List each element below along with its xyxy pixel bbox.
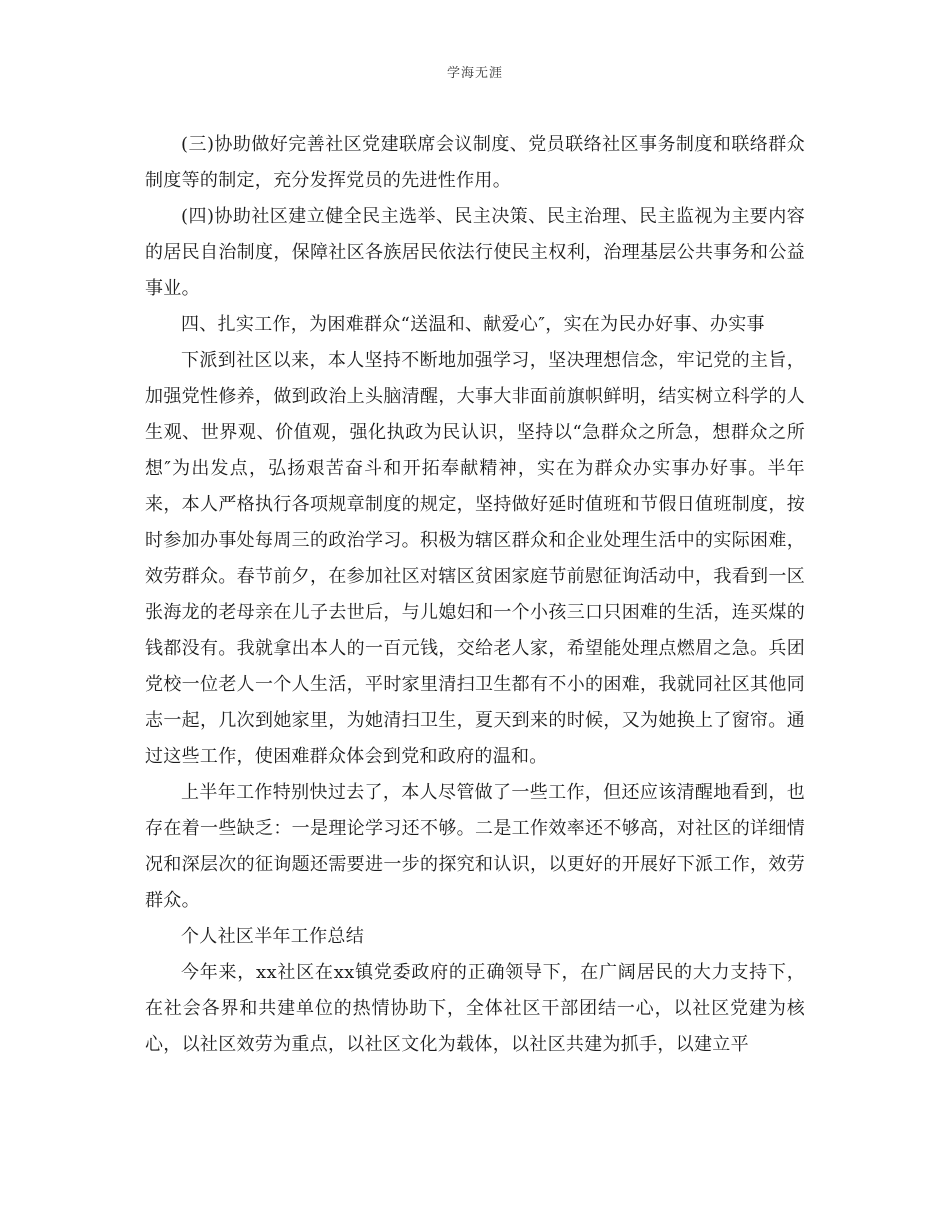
paragraph-summary-intro: 今年来，xx社区在xx镇党委政府的正确领导下，在广阔居民的大力支持下，在社会各界和共建单位的热情协助下，全体社区干部团结一心，以社区党建为核心，以社区效劳为重点，以社区文化为载体，以社区共建为抓手，以建立平 bbox=[145, 962, 805, 1055]
document-body bbox=[145, 127, 805, 1063]
section-title-half-year-summary: 个人社区半年工作总结 bbox=[181, 926, 364, 947]
paragraph-shortcomings: 上半年工作特别快过去了，本人尽管做了一些工作，但还应该清醒地看到，也存在着一些缺乏：一是理论学习还不够。二是工作效率还不够高，对社区的详细情况和深层次的征询题还需要进一步的探究和认识，以更好的开展好下派工作，效劳群众。 bbox=[145, 782, 805, 911]
paragraph-community-party-system: (三)协助做好完善社区党建联席会议制度、党员联络社区事务制度和联络群众制度等的制定，充分发挥党员的先进性作用。 bbox=[145, 134, 805, 191]
page-header: 学海无涯 bbox=[446, 66, 503, 81]
paragraph-resident-autonomy: (四)协助社区建立健全民主选举、民主决策、民主治理、民主监视为主要内容的居民自治制度，保障社区各族居民依法行使民主权利，治理基层公共事务和公益事业。 bbox=[145, 206, 805, 299]
section-heading-practical-work: 四、扎实工作，为困难群众“送温和、献爱心″，实在为民办好事、办实事 bbox=[181, 314, 765, 335]
paragraph-work-experience: 下派到社区以来，本人坚持不断地加强学习，坚决理想信念，牢记党的主旨，加强党性修养，做到政治上头脑清醒，大事大非面前旗帜鲜明，结实树立科学的人生观、世界观、价值观，强化执政为民认识，坚持以“急群众之所急，想群众之所想″为出发点，弘扬艰苦奋斗和开拓奉献精神，实在为群众办实事办好事。半年来，本人严格执行各项规章制度的规定，坚持做好延时值班和节假日值班制度，按时参加办事处每周三的政治学习。积极为辖区群众和企业处理生活中的实际困难，效劳群众。春节前夕，在参加社区对辖区贫困家庭节前慰征询活动中，我看到一区张海龙的老母亲在儿子去世后，与儿媳妇和一个小孩三口只困难的生活，连买煤的钱都没有。我就拿出本人的一百元钱，交给老人家，希望能处理点燃眉之急。兵团党校一位老人一个人生活，平时家里清扫卫生都有不小的困难，我就同社区其他同志一起，几次到她家里，为她清扫卫生，夏天到来的时候，又为她换上了窗帘。通过这些工作，使困难群众体会到党和政府的温和。 bbox=[145, 350, 805, 767]
